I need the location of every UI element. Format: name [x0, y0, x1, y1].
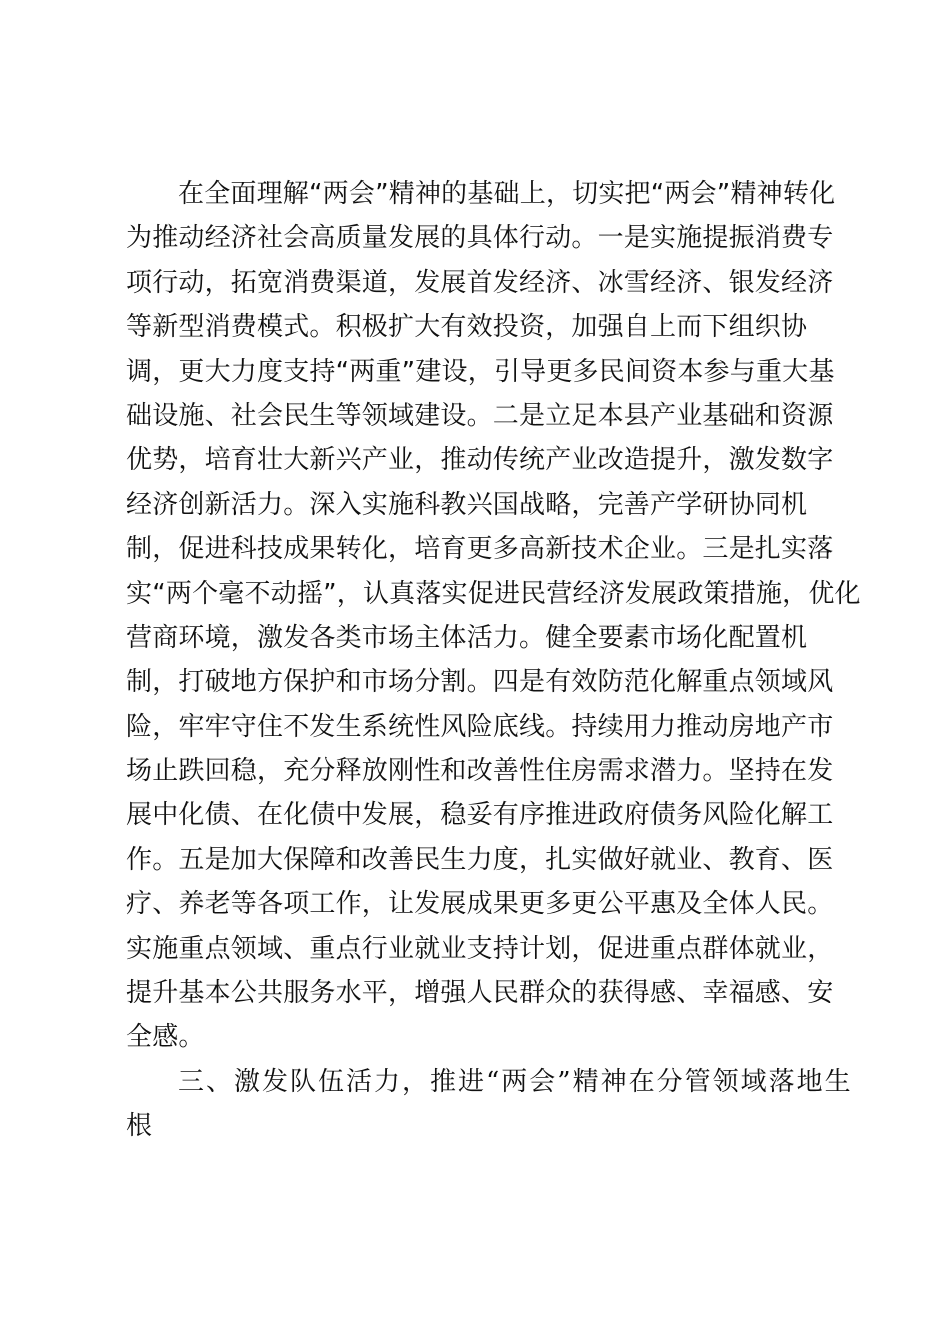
paragraph-line: 制，打破地方保护和市场分割。四是有效防范化解重点领域风	[126, 667, 834, 698]
paragraph-line: 实施重点领域、重点行业就业支持计划，促进重点群体就业，	[126, 933, 834, 964]
paragraph-line: 制，促进科技成果转化，培育更多高新技术企业。三是扎实落	[126, 534, 834, 565]
paragraph-line: 实“两个毫不动摇”，认真落实促进民营经济发展政策措施，优化	[126, 578, 861, 609]
paragraph-line: 险，牢牢守住不发生系统性风险底线。持续用力推动房地产市	[126, 711, 834, 742]
paragraph-consumption-investment	[126, 172, 861, 1060]
heading-line: 根	[126, 1111, 155, 1142]
paragraph-line: 作。五是加大保障和改善民生力度，扎实做好就业、教育、医	[126, 844, 834, 875]
document-body	[126, 172, 861, 1149]
paragraph-line: 营商环境，激发各类市场主体活力。健全要素市场化配置机	[126, 622, 808, 653]
section-heading-three	[126, 1060, 853, 1149]
paragraph-line: 疗、养老等各项工作，让发展成果更多更公平惠及全体人民。	[126, 889, 834, 920]
paragraph-line: 项行动，拓宽消费渠道，发展首发经济、冰雪经济、银发经济	[126, 267, 834, 298]
paragraph-line: 经济创新活力。深入实施科教兴国战略，完善产学研协同机	[126, 489, 808, 520]
paragraph-line: 全感。	[126, 1022, 205, 1053]
paragraph-line: 提升基本公共服务水平，增强人民群众的获得感、幸福感、安	[126, 978, 834, 1009]
paragraph-line: 在全面理解“两会”精神的基础上，切实把“两会”精神转化	[178, 179, 836, 209]
heading-line: 三、激发队伍活力，推进“两会”精神在分管领域落地生	[178, 1066, 853, 1097]
paragraph-line: 础设施、社会民生等领域建设。二是立足本县产业基础和资源	[126, 400, 834, 431]
paragraph-line: 为推动经济社会高质量发展的具体行动。一是实施提振消费专	[126, 223, 834, 254]
paragraph-line: 展中化债、在化债中发展，稳妥有序推进政府债务风险化解工	[126, 800, 834, 831]
paragraph-line: 调，更大力度支持“两重”建设，引导更多民间资本参与重大基	[126, 356, 835, 387]
paragraph-line: 场止跌回稳，充分释放刚性和改善性住房需求潜力。坚持在发	[126, 756, 834, 787]
paragraph-line: 等新型消费模式。积极扩大有效投资，加强自上而下组织协	[126, 312, 808, 343]
paragraph-line: 优势，培育壮大新兴产业，推动传统产业改造提升，激发数字	[126, 445, 834, 476]
